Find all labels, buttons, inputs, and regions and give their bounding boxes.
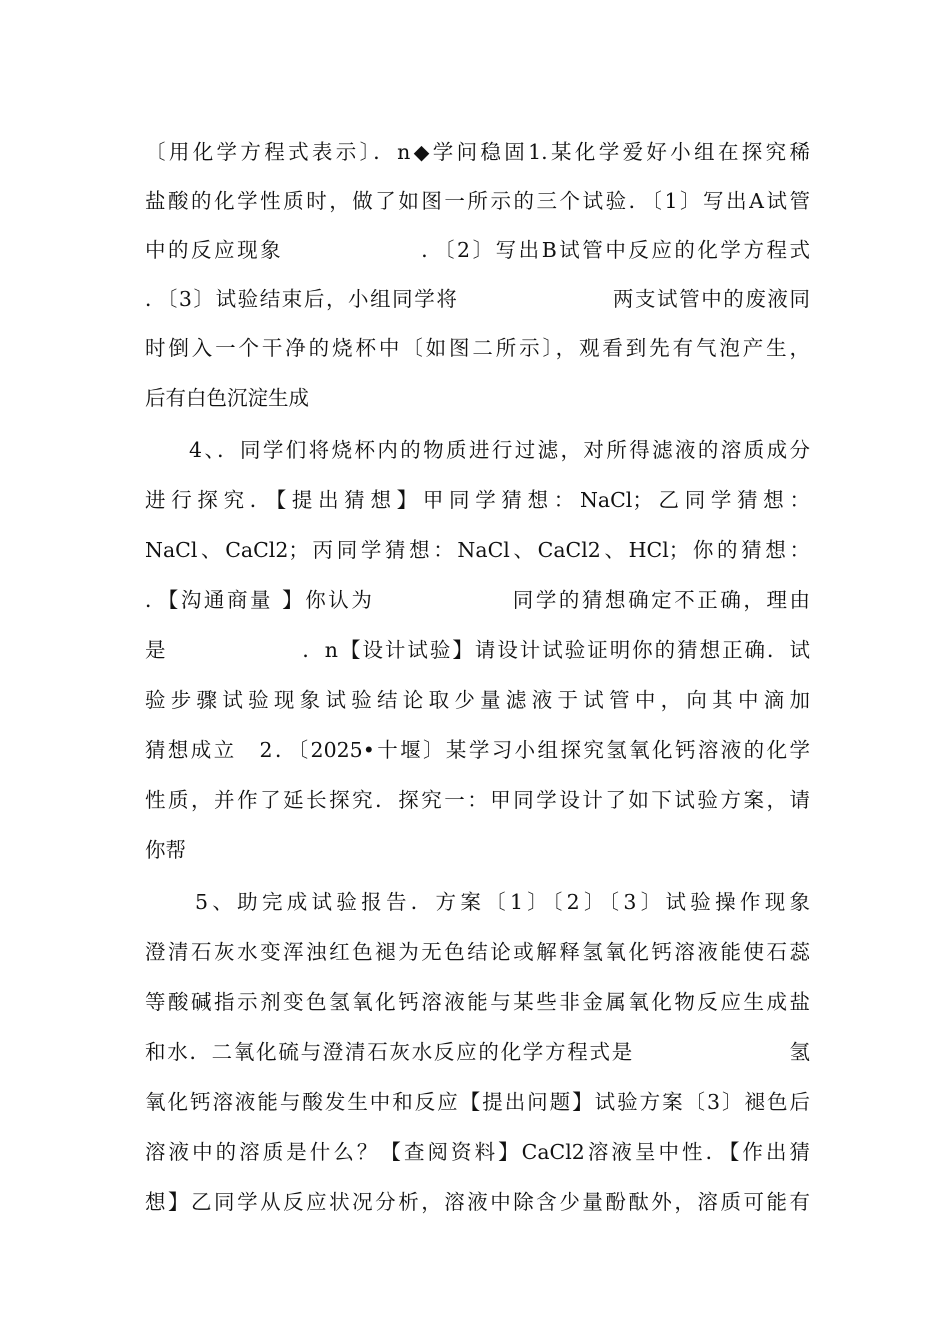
line-3: 中的反应现象 ．〔2〕写出B试管中反应的化学方程式: [145, 238, 810, 262]
line-13: 猜想成立 2．〔2025•十堰〕某学习小组探究氢氧化钙溶液的化学: [145, 738, 810, 762]
line-21: 溶液中的溶质是什么？【查阅资料】CaCl2溶液呈中性．【作出猜: [145, 1140, 810, 1164]
line-16: 5、助完成试验报告．方案〔1〕〔2〕〔3〕试验操作现象: [195, 890, 810, 914]
line-17: 澄清石灰水变浑浊红色褪为无色结论或解释氢氧化钙溶液能使石蕊: [145, 940, 810, 964]
line-22: 想】乙同学从反应状况分析，溶液中除含少量酚酞外，溶质可能有: [145, 1190, 810, 1214]
line-19: 和水．二氧化硫与澄清石灰水反应的化学方程式是 氢: [145, 1040, 810, 1064]
line-10: ．【沟通商量 】你认为 同学的猜想确定不正确，理由: [145, 588, 810, 612]
line-11: 是 ．n【设计试验】请设计试验证明你的猜想正确．试: [145, 638, 810, 662]
line-5: 时倒入一个干净的烧杯中〔如图二所示〕，观看到先有气泡产生，: [145, 336, 810, 360]
line-15: 你帮: [145, 838, 186, 862]
line-18: 等酸碱指示剂变色氢氧化钙溶液能与某些非金属氧化物反应生成盐: [145, 990, 810, 1014]
line-4: ．〔3〕试验结束后，小组同学将 两支试管中的废液同: [145, 287, 810, 311]
line-7: 4、．同学们将烧杯内的物质进行过滤，对所得滤液的溶质成分: [189, 438, 810, 462]
line-6: 后有白色沉淀生成: [145, 386, 309, 410]
line-12: 验步骤试验现象试验结论取少量滤液于试管中，向其中滴加: [145, 688, 810, 712]
line-14: 性质，并作了延长探究．探究一：甲同学设计了如下试验方案，请: [145, 788, 810, 812]
line-20: 氧化钙溶液能与酸发生中和反应【提出问题】试验方案〔3〕褪色后: [145, 1090, 810, 1114]
line-9: NaCl、CaCl2；丙同学猜想：NaCl、CaCl2、HCl；你的猜想：: [145, 538, 810, 562]
line-1: 〔用化学方程式表示〕．n◆学问稳固1.某化学爱好小组在探究稀: [145, 140, 810, 164]
line-2: 盐酸的化学性质时，做了如图一所示的三个试验．〔1〕写出A试管: [145, 189, 810, 213]
line-8: 进行探究．【提出猜想】甲同学猜想：NaCl；乙同学猜想：: [145, 488, 810, 512]
